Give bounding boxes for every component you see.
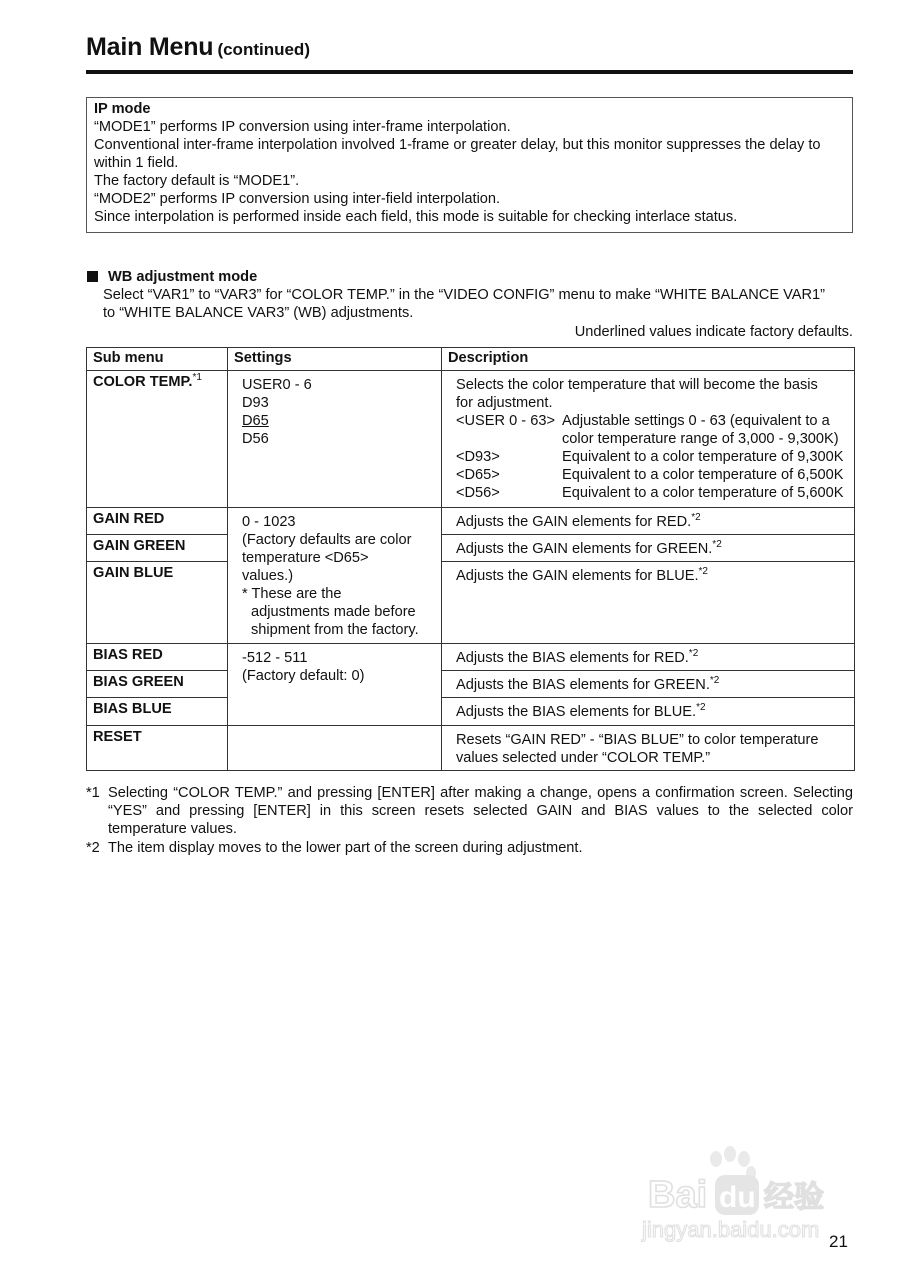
defaults-note: Underlined values indicate factory defaults. xyxy=(574,324,853,340)
footnote-ref: *2 xyxy=(712,539,722,550)
ip-mode-box xyxy=(86,97,853,233)
ip-mode-line: Since interpolation is performed inside each field, this mode is suitable for checking interlace status. xyxy=(94,209,738,225)
table-row-bias-blue xyxy=(87,698,855,726)
cell-settings-bias xyxy=(228,644,442,726)
ip-mode-line: “MODE2” performs IP conversion using inter-field interpolation. xyxy=(94,191,501,207)
desc-text: Adjusts the GAIN elements for BLUE. xyxy=(456,568,699,584)
desc-value: Equivalent to a color temperature of 5,600K xyxy=(562,485,844,501)
cell-description xyxy=(442,644,855,671)
ip-mode-line: within 1 field. xyxy=(94,155,179,171)
desc-value-line: Adjustable settings 0 - 63 (equivalent to a xyxy=(562,413,830,429)
footnote-ref: *2 xyxy=(696,702,706,713)
paw-icon xyxy=(710,1146,756,1180)
wb-heading-text: WB adjustment mode xyxy=(108,269,258,285)
footnote-2 xyxy=(86,839,853,857)
desc-text: Adjusts the BIAS elements for GREEN. xyxy=(456,677,710,693)
ip-mode-line: The factory default is “MODE1”. xyxy=(94,173,300,189)
cell-sub-menu: BIAS GREEN xyxy=(87,671,228,698)
desc-value xyxy=(562,412,848,448)
setting-option: USER0 - 6 xyxy=(242,377,312,393)
watermark-cn: 经验 xyxy=(764,1180,824,1215)
footnote-text: Selecting “COLOR TEMP.” and pressing [ENTER] after making a change, opens a confirmation screen. Selecting “YES” and pressing [ENTER] in this screen resets selected GAIN and BIAS values to the selected color temperature values. xyxy=(108,785,853,837)
desc-pair xyxy=(456,412,848,448)
cell-description xyxy=(442,535,855,562)
setting-line: 0 - 1023 xyxy=(242,514,296,530)
cell-sub-menu: GAIN RED xyxy=(87,508,228,535)
header-description: Description xyxy=(442,348,855,371)
header-settings: Settings xyxy=(228,348,442,371)
desc-pair xyxy=(456,466,848,484)
desc-key: <D93> xyxy=(456,449,500,465)
footnote-ref: *1 xyxy=(192,372,202,383)
cell-description xyxy=(442,562,855,644)
cell-sub-menu: BIAS BLUE xyxy=(87,698,228,726)
table-row-gain-blue xyxy=(87,562,855,644)
desc-key: <D65> xyxy=(456,467,500,483)
setting-line: (Factory defaults are color xyxy=(242,532,412,548)
watermark-url: jingyan.baidu.com xyxy=(642,1217,820,1242)
desc-text: Adjusts the GAIN elements for RED. xyxy=(456,514,692,530)
wb-section xyxy=(86,268,853,322)
page-title xyxy=(86,30,853,74)
desc-text: Adjusts the BIAS elements for BLUE. xyxy=(456,704,697,720)
desc-pair xyxy=(456,484,848,502)
footnote-mark: *1 xyxy=(86,785,100,801)
cell-sub-menu: BIAS RED xyxy=(87,644,228,671)
desc-key: <D56> xyxy=(456,485,500,501)
setting-line: shipment from the factory. xyxy=(251,622,419,638)
footnote-ref: *2 xyxy=(691,512,701,523)
setting-line: (Factory default: 0) xyxy=(242,668,365,684)
footnote-ref: *2 xyxy=(688,648,699,659)
header-sub-menu: Sub menu xyxy=(87,348,228,371)
desc-line: Resets “GAIN RED” - “BIAS BLUE” to color temperature xyxy=(456,732,819,748)
desc-line: values selected under “COLOR TEMP.” xyxy=(456,750,711,766)
footnote-text: The item display moves to the lower part of the screen during adjustment. xyxy=(108,840,583,856)
desc-line: for adjustment. xyxy=(456,395,553,411)
watermark-brand: Bai xyxy=(648,1174,708,1216)
page-number: 21 xyxy=(829,1232,848,1251)
desc-key: <USER 0 - 63> xyxy=(456,413,555,429)
desc-value-line: color temperature range of 3,000 - 9,300K) xyxy=(562,431,839,447)
desc-pair xyxy=(456,448,848,466)
sub-menu-name: COLOR TEMP. xyxy=(93,374,193,390)
desc-line: Selects the color temperature that will become the basis xyxy=(456,377,818,393)
table-row-bias-red xyxy=(87,644,855,671)
desc-text: Adjusts the GAIN elements for GREEN. xyxy=(456,541,713,557)
table-row-bias-green xyxy=(87,671,855,698)
cell-sub-menu: RESET xyxy=(87,726,228,771)
table-header-row xyxy=(87,348,855,371)
ip-mode-heading: IP mode xyxy=(94,101,151,117)
ip-mode-line: “MODE1” performs IP conversion using inter-frame interpolation. xyxy=(94,119,511,135)
title-main: Main Menu xyxy=(86,33,214,61)
setting-option: D93 xyxy=(242,395,269,411)
cell-description xyxy=(442,371,855,508)
setting-line: values.) xyxy=(242,568,294,584)
cell-sub-menu xyxy=(87,371,228,508)
wb-heading xyxy=(86,268,853,286)
footnote-1 xyxy=(86,784,853,838)
setting-option-default: D65 xyxy=(242,413,269,429)
cell-description xyxy=(442,726,855,771)
setting-line: adjustments made before xyxy=(251,604,416,620)
watermark-brand-du: du xyxy=(719,1181,756,1214)
setting-line: temperature <D65> xyxy=(242,550,369,566)
ip-mode-line: Conventional inter-frame interpolation involved 1-frame or greater delay, but this monitor suppresses the delay to xyxy=(94,137,821,153)
footnote-mark: *2 xyxy=(86,840,100,856)
desc-value: Equivalent to a color temperature of 9,300K xyxy=(562,449,844,465)
wb-settings-table xyxy=(86,347,855,771)
square-bullet-icon xyxy=(87,271,98,282)
watermark-graphic xyxy=(640,1145,855,1245)
table-row-gain-red xyxy=(87,508,855,535)
cell-sub-menu: GAIN BLUE xyxy=(87,562,228,644)
title-continued: (continued) xyxy=(217,40,310,59)
wb-intro-line: Select “VAR1” to “VAR3” for “COLOR TEMP.” in the “VIDEO CONFIG” menu to make “WHITE BALANCE VAR1” xyxy=(103,287,826,303)
table-row-color-temp xyxy=(87,371,855,508)
desc-text: Adjusts the BIAS elements for RED. xyxy=(456,650,689,666)
table-row-gain-green xyxy=(87,535,855,562)
setting-option: D56 xyxy=(242,431,269,447)
cell-description xyxy=(442,508,855,535)
setting-line: -512 - 511 xyxy=(242,650,308,666)
footnote-ref: *2 xyxy=(709,675,720,686)
baidu-watermark xyxy=(640,1145,855,1245)
cell-settings-gain xyxy=(228,508,442,644)
cell-sub-menu: GAIN GREEN xyxy=(87,535,228,562)
setting-line: * These are the xyxy=(242,586,342,602)
cell-description xyxy=(442,698,855,726)
cell-settings xyxy=(228,726,442,771)
footnote-ref: *2 xyxy=(698,566,708,577)
cell-description xyxy=(442,671,855,698)
wb-intro-line: to “WHITE BALANCE VAR3” (WB) adjustments. xyxy=(103,305,414,321)
desc-value: Equivalent to a color temperature of 6,500K xyxy=(562,467,844,483)
table-row-reset xyxy=(87,726,855,771)
cell-settings xyxy=(228,371,442,508)
